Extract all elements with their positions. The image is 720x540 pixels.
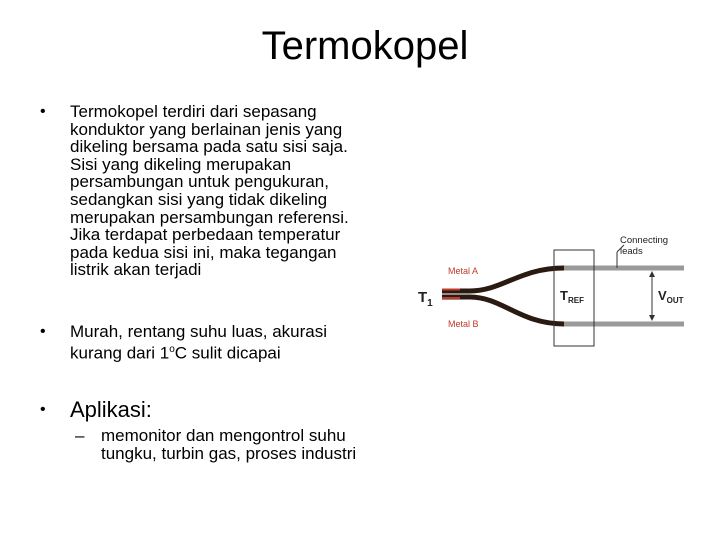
metal-b-label: Metal B (448, 319, 479, 329)
sub-bullet-text: memonitor dan mengontrol suhu tungku, turbin gas, proses industri (101, 426, 357, 463)
vout-label: $V_{OUT}$ (658, 288, 684, 305)
bullet-marker: • (40, 323, 46, 340)
degree-superscript: o (169, 343, 175, 355)
connecting-leads-label: leads (620, 246, 643, 257)
bullet-text: Murah, rentang suhu luas, akurasi kurang dari 1$^o$C sulit dicapai (70, 322, 328, 363)
metal-a-label: Metal A (448, 266, 479, 276)
t1-label: $T_1$ (418, 289, 433, 309)
bullet-text: Aplikasi: (70, 397, 152, 422)
bullet-marker: • (40, 401, 46, 418)
bullet-marker: • (40, 103, 46, 120)
slide-title: Termokopel (261, 24, 469, 68)
thermocouple-diagram (412, 228, 702, 350)
tref-label: $T_{REF}$ (560, 288, 584, 305)
junction-mark (442, 289, 460, 291)
junction-mark (442, 297, 460, 299)
sub-bullet-marker: – (75, 426, 85, 445)
connecting-leads-label: Connecting (620, 235, 669, 246)
bullet-text: Termokopel terdiri dari sepasang konduktor yang berlainan jenis yang dikeling bersama pada satu sisi saja. Sisi yang dikeling merupakan persambungan untuk pengukuran, sedangkan sisi yang tidak dikeling merupakan persambungan referensi. Jika terdapat perbedaan temperatur pada kedua sisi ini, maka tegangan listrik akan terjadi (70, 102, 349, 280)
